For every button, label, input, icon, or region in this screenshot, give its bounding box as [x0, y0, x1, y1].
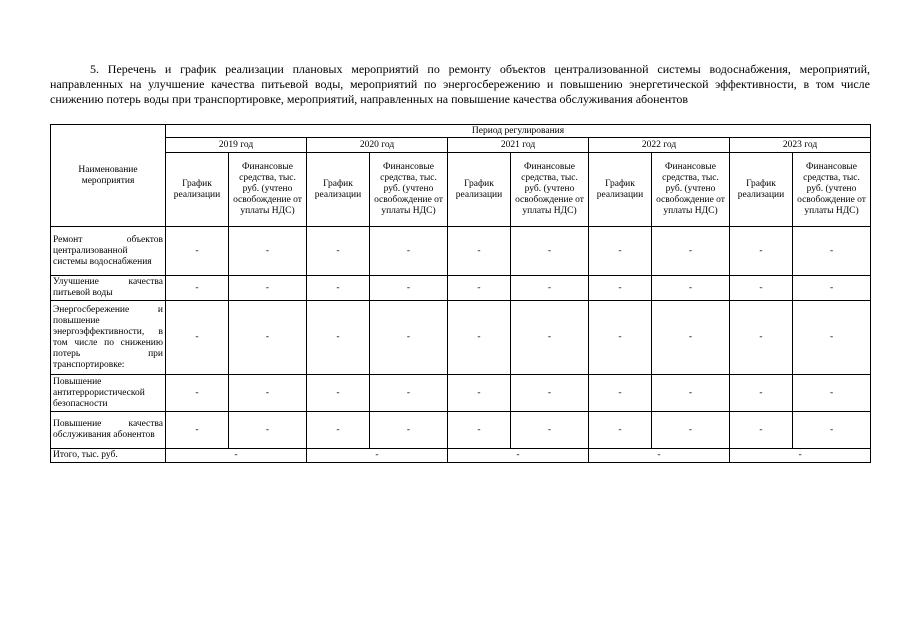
value-cell: - [166, 301, 229, 375]
period-header: Период регулирования [166, 125, 871, 138]
value-cell: - [229, 276, 307, 301]
schedule-header: График реализации [589, 153, 652, 227]
value-cell: - [448, 276, 511, 301]
value-cell: - [448, 227, 511, 276]
table-row [51, 301, 871, 375]
value-cell: - [370, 227, 448, 276]
header-row-sub [51, 153, 871, 227]
value-cell: - [229, 375, 307, 412]
value-cell: - [652, 276, 730, 301]
activity-name: Ремонт объектов централизованной системы водоснабжения [51, 227, 166, 276]
year-header: 2022 год [589, 138, 730, 153]
value-cell: - [229, 412, 307, 449]
section-heading: 5. Перечень и график реализации плановых мероприятий по ремонту объектов централизованной системы водоснабжения, мероприятий, направленных на улучшение качества питьевой воды, мероприятий по энергосбережению и повышению энергетической эффективности, в том числе снижению потерь воды при транспортировке, мероприятий, направленных на повышение качества обслуживания абонентов [50, 62, 870, 106]
finance-header: Финансовые средства, тыс. руб. (учтено освобождение от уплаты НДС) [793, 153, 871, 227]
header-row-period [51, 125, 871, 138]
year-header: 2023 год [730, 138, 871, 153]
table-row [51, 227, 871, 276]
value-cell: - [307, 276, 370, 301]
value-cell: - [166, 375, 229, 412]
table-row [51, 375, 871, 412]
value-cell: - [166, 227, 229, 276]
value-cell: - [793, 412, 871, 449]
value-cell: - [307, 375, 370, 412]
total-cell: - [166, 449, 307, 463]
value-cell: - [793, 375, 871, 412]
value-cell: - [511, 276, 589, 301]
value-cell: - [730, 375, 793, 412]
total-cell: - [307, 449, 448, 463]
activity-name: Повышение антитеррористической безопасности [51, 375, 166, 412]
value-cell: - [370, 301, 448, 375]
finance-header: Финансовые средства, тыс. руб. (учтено освобождение от уплаты НДС) [652, 153, 730, 227]
value-cell: - [448, 412, 511, 449]
value-cell: - [730, 412, 793, 449]
value-cell: - [511, 227, 589, 276]
value-cell: - [589, 227, 652, 276]
value-cell: - [448, 301, 511, 375]
value-cell: - [229, 227, 307, 276]
value-cell: - [589, 301, 652, 375]
value-cell: - [652, 227, 730, 276]
value-cell: - [511, 412, 589, 449]
value-cell: - [730, 301, 793, 375]
value-cell: - [730, 276, 793, 301]
value-cell: - [652, 301, 730, 375]
total-label: Итого, тыс. руб. [51, 449, 166, 463]
value-cell: - [511, 301, 589, 375]
year-header: 2020 год [307, 138, 448, 153]
value-cell: - [511, 375, 589, 412]
value-cell: - [793, 227, 871, 276]
finance-header: Финансовые средства, тыс. руб. (учтено освобождение от уплаты НДС) [511, 153, 589, 227]
total-row [51, 449, 871, 463]
activity-name: Повышение качества обслуживания абонентов [51, 412, 166, 449]
activity-name: Энергосбережение и повышение энергоэффективности, в том числе по снижению потерь при транспортировке: [51, 301, 166, 375]
header-row-years [51, 138, 871, 153]
value-cell: - [370, 276, 448, 301]
value-cell: - [229, 301, 307, 375]
schedule-header: График реализации [448, 153, 511, 227]
value-cell: - [793, 301, 871, 375]
finance-header: Финансовые средства, тыс. руб. (учтено освобождение от уплаты НДС) [229, 153, 307, 227]
value-cell: - [448, 375, 511, 412]
value-cell: - [370, 412, 448, 449]
year-header: 2019 год [166, 138, 307, 153]
value-cell: - [166, 412, 229, 449]
value-cell: - [730, 227, 793, 276]
value-cell: - [589, 375, 652, 412]
plan-table [50, 124, 871, 463]
value-cell: - [652, 375, 730, 412]
table-row [51, 412, 871, 449]
finance-header: Финансовые средства, тыс. руб. (учтено освобождение от уплаты НДС) [370, 153, 448, 227]
year-header: 2021 год [448, 138, 589, 153]
value-cell: - [589, 412, 652, 449]
table-row [51, 276, 871, 301]
value-cell: - [166, 276, 229, 301]
value-cell: - [652, 412, 730, 449]
value-cell: - [307, 412, 370, 449]
value-cell: - [589, 276, 652, 301]
value-cell: - [307, 227, 370, 276]
total-cell: - [448, 449, 589, 463]
activity-name: Улучшение качества питьевой воды [51, 276, 166, 301]
value-cell: - [307, 301, 370, 375]
schedule-header: График реализации [730, 153, 793, 227]
schedule-header: График реализации [307, 153, 370, 227]
total-cell: - [589, 449, 730, 463]
total-cell: - [730, 449, 871, 463]
value-cell: - [370, 375, 448, 412]
value-cell: - [793, 276, 871, 301]
schedule-header: График реализации [166, 153, 229, 227]
name-column-header: Наименование мероприятия [51, 125, 166, 227]
